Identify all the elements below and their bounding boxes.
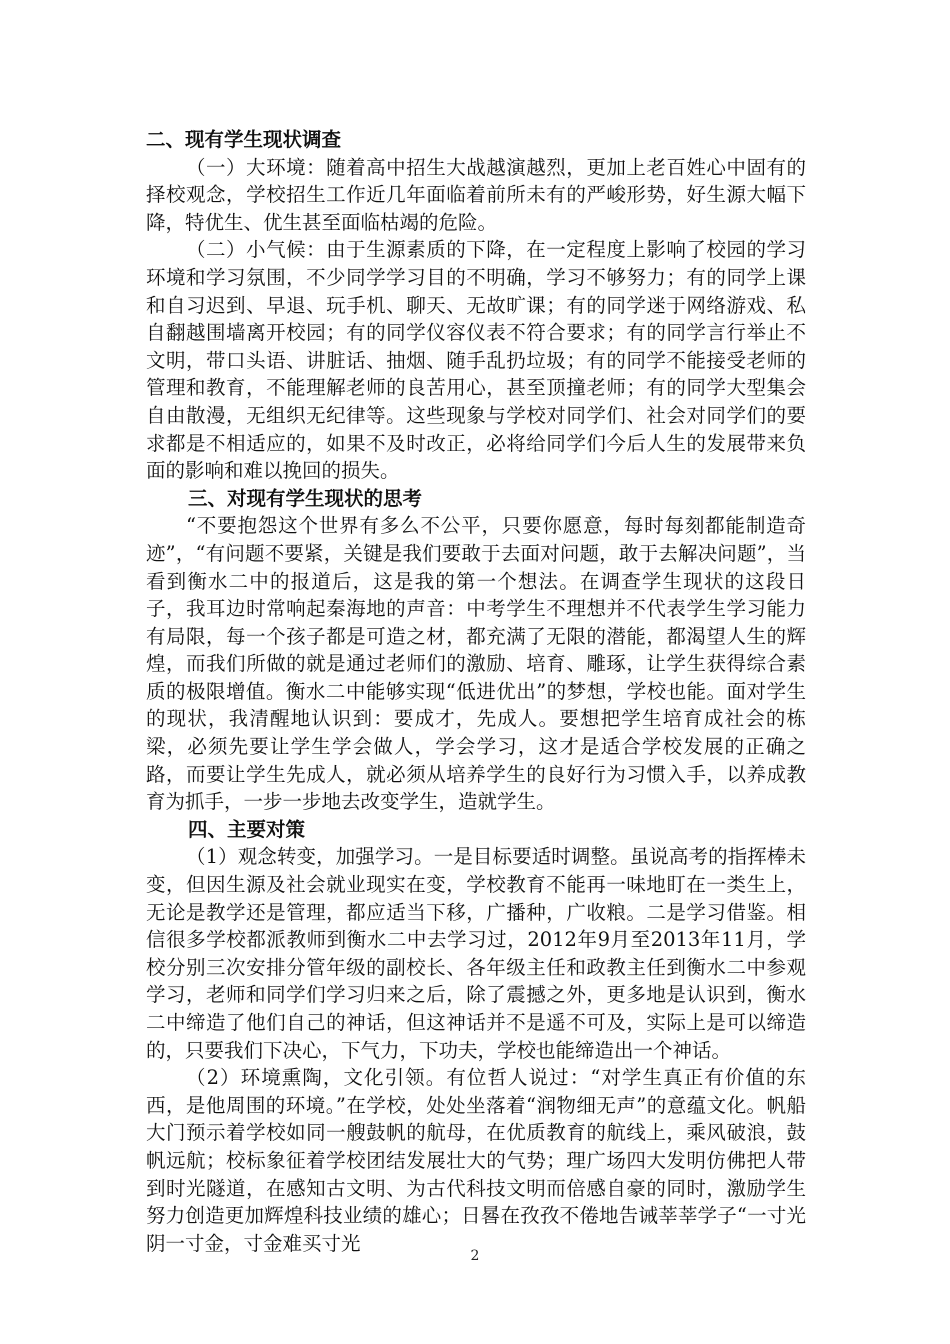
section-heading-reflection: 三、对现有学生现状的思考 — [188, 486, 423, 510]
section-heading-measures: 四、主要对策 — [188, 817, 306, 841]
paragraph-measure-1: （1）观念转变，加强学习。一是目标要适时调整。虽说高考的指挥棒未变，但因生源及社会就业现实在变，学校教育不能再一味地盯在一类生上，无论是教学还是管理，都应适当下移，广播种，广收粮。二是学习借鉴。相信很多学校都派教师到衡水二中去学习过，2012年9月至2013年11月，学校分别三次安排分管年级的副校长、各年级主任和政教主任到衡水二中参观学习，老师和同学们学习归来之后，除了震撼之外，更多地是认识到，衡水二中缔造了他们自己的神话，但这神话并不是遥不可及，实际上是可以缔造的，只要我们下决心，下气力，下功夫，学校也能缔造出一个神话。 — [146, 845, 806, 1062]
page-number: 2 — [470, 1248, 480, 1264]
paragraph-reflection: “不要抱怨这个世界有多么不公平，只要你愿意，每时每刻都能制造奇迹”，“有问题不要紧，关键是我们要敢于去面对问题，敢于去解决问题”，当看到衡水二中的报道后，这是我的第一个想法。在调查学生现状的这段日子，我耳边时常响起秦海地的声音：中考学生不理想并不代表学生学习能力有局限，每一个孩子都是可造之材，都充满了无限的潜能，都渴望人生的辉煌，而我们所做的就是通过老师们的激励、培育、雕琢，让学生获得综合素质的极限增值。衡水二中能够实现“低进优出”的梦想，学校也能。面对学生的现状，我清醒地认识到：要成才，先成人。要想把学生培育成社会的栋梁，必须先要让学生学会做人，学会学习，这才是适合学校发展的正确之路，而要让学生先成人，就必须从培养学生的良好行为习惯入手，以养成教育为抓手，一步一步地去改变学生，造就学生。 — [146, 514, 806, 814]
document-body — [146, 126, 806, 1257]
paragraph-measure-2: （2）环境熏陶，文化引领。有位哲人说过：“对学生真正有价值的东西，是他周围的环境。”在学校，处处坐落着“润物细无声”的意蕴文化。帆船大门预示着学校如同一艘鼓帆的航母，在优质教育的航线上，乘风破浪，鼓帆远航；校标象征着学校团结发展壮大的气势；理广场四大发明仿佛把人带到时光隧道，在感知古文明、为古代科技文明而倍感自豪的同时，激励学生努力创造更加辉煌科技业绩的雄心；日晷在孜孜不倦地告诫莘莘学子“一寸光阴一寸金，寸金难买寸光 — [146, 1066, 806, 1255]
paragraph-macro-environment: （一）大环境：随着高中招生大战越演越烈，更加上老百姓心中固有的择校观念，学校招生工作近几年面临着前所未有的严峻形势，好生源大幅下降，特优生、优生甚至面临枯竭的危险。 — [146, 155, 806, 234]
section-heading-survey: 二、现有学生现状调查 — [146, 128, 342, 151]
paragraph-micro-climate: （二）小气候：由于生源素质的下降，在一定程度上影响了校园的学习环境和学习氛围，不少同学学习目的不明确，学习不够努力；有的同学上课和自习迟到、早退、玩手机、聊天、无故旷课；有的同学迷于网络游戏、私自翻越围墙离开校园；有的同学仪容仪表不符合要求；有的同学言行举止不文明，带口头语、讲脏话、抽烟、随手乱扔垃圾；有的同学不能接受老师的管理和教育，不能理解老师的良苦用心，甚至顶撞老师；有的同学大型集会自由散漫，无组织无纪律等。这些现象与学校对同学们、社会对同学们的要求都是不相适应的，如果不及时改正，必将给同学们今后人生的发展带来负面的影响和难以挽回的损失。 — [146, 238, 806, 483]
